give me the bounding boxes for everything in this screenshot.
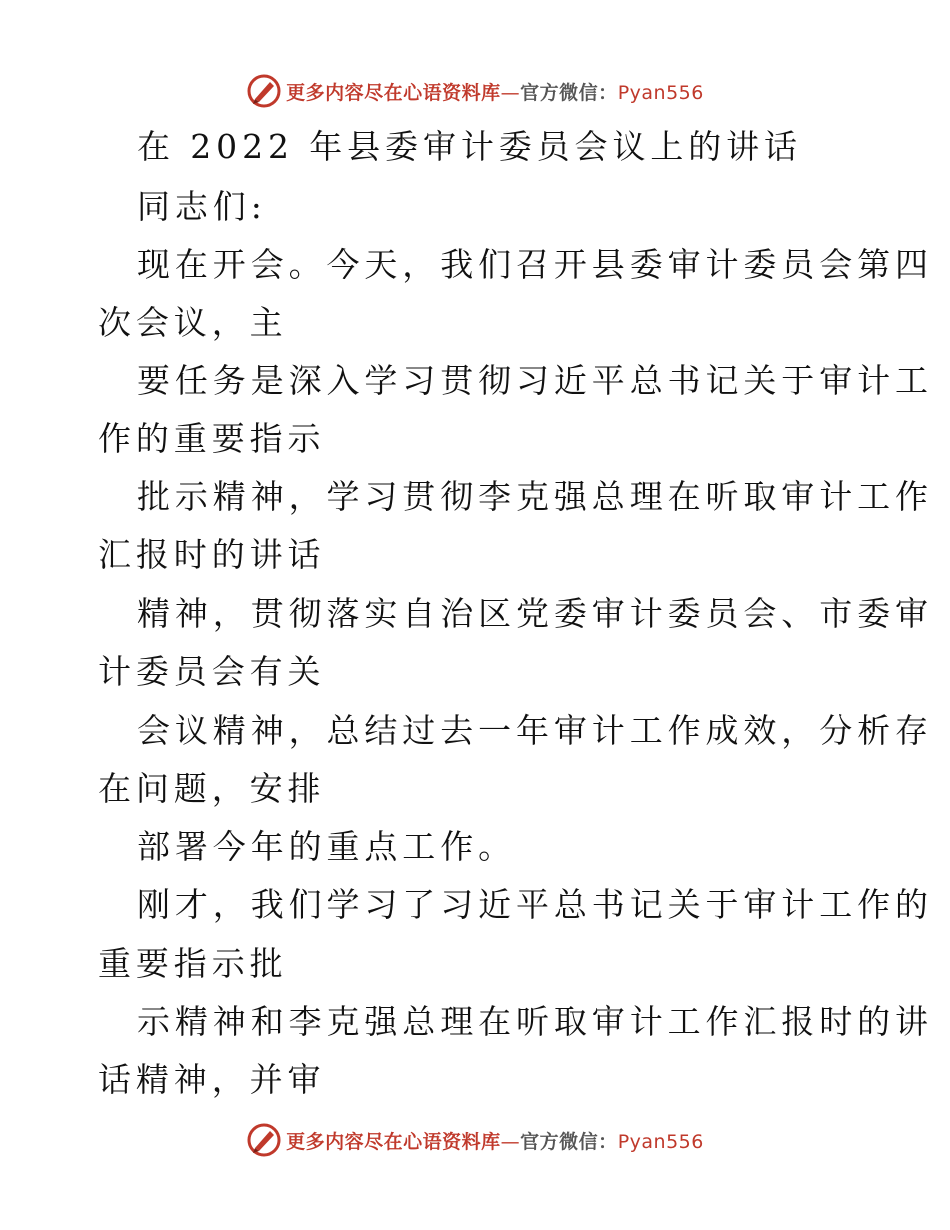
banner-library-text: 更多内容尽在心语资料库 (286, 81, 501, 104)
paragraph-line: 在问题，安排 (98, 769, 326, 808)
paragraph-line: 示精神和李克强总理在听取审计工作汇报时的讲 (137, 1002, 933, 1041)
pen-circle-logo-icon (246, 73, 282, 109)
paragraph-line: 批示精神，学习贯彻李克强总理在听取审计工作 (137, 477, 933, 516)
paragraph-line: 汇报时的讲话 (98, 535, 326, 574)
footer-watermark-banner (0, 1120, 950, 1160)
banner-text (286, 78, 704, 105)
banner-dash: — (500, 81, 521, 104)
paragraph-line: 精神，贯彻落实自治区党委审计委员会、市委审 (137, 594, 933, 633)
banner-wechat-label: 官方微信： (520, 81, 618, 104)
paragraph-line: 会议精神，总结过去一年审计工作成效，分析存 (137, 711, 933, 750)
paragraph-line: 现在开会。今天，我们召开县委审计委员会第四 (137, 245, 933, 284)
banner-wechat-label: 官方微信： (520, 1130, 618, 1153)
banner-library-text: 更多内容尽在心语资料库 (286, 1130, 501, 1153)
document-title: 在 2022 年县委审计委员会议上的讲话 (137, 127, 802, 166)
paragraph-line: 要任务是深入学习贯彻习近平总书记关于审计工 (137, 361, 933, 400)
paragraph-line: 刚才，我们学习了习近平总书记关于审计工作的 (137, 885, 933, 924)
paragraph-line: 重要指示批 (98, 944, 288, 983)
salutation: 同志们: (137, 187, 267, 226)
banner-wechat-id: Pyan556 (617, 1130, 704, 1153)
paragraph-line: 话精神，并审 (98, 1060, 326, 1099)
paragraph-line: 部署今年的重点工作。 (137, 827, 516, 866)
banner-text (286, 1127, 704, 1154)
banner-dash: — (500, 1130, 521, 1153)
paragraph-line: 次会议，主 (98, 303, 288, 342)
pen-circle-logo-icon (246, 1122, 282, 1158)
header-watermark-banner (0, 71, 950, 111)
paragraph-line: 作的重要指示 (98, 419, 326, 458)
paragraph-line: 计委员会有关 (98, 652, 326, 691)
banner-wechat-id: Pyan556 (617, 81, 704, 104)
